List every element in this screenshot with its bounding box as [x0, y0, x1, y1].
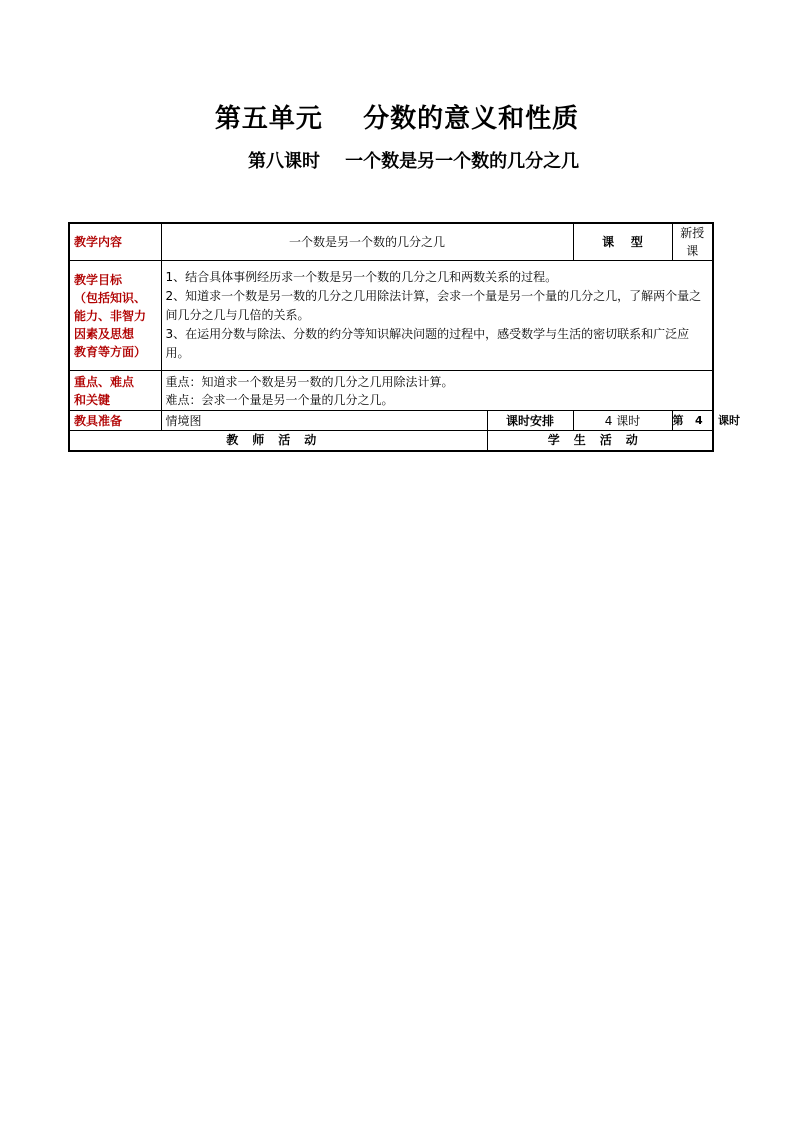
goals-label-line: 因素及思想 [74, 326, 135, 341]
goal-item: 1、结合具体事例经历求一个数是另一个数的几分之几和两数关系的过程。 [165, 270, 558, 284]
lesson-number: 第 4 课时 [672, 411, 713, 431]
student-activity-header: 学生活动 [487, 431, 713, 451]
aids-row [69, 411, 713, 431]
schedule-label: 课时安排 [487, 411, 573, 431]
key-label [69, 371, 161, 411]
goals-label [69, 261, 161, 371]
goal-item: 3、在运用分数与除法、分数的约分等知识解决问题的过程中，感受数学与生活的密切联系和广泛应用。 [165, 327, 690, 360]
content-row [69, 223, 713, 261]
key-text [161, 371, 713, 411]
teacher-activity-header: 教师活动 [69, 431, 487, 451]
key-row [69, 371, 713, 411]
key-label-line: 重点、难点 [74, 374, 135, 389]
aids-label: 教具准备 [69, 411, 161, 431]
activity-header-row [69, 431, 713, 451]
content-label: 教学内容 [69, 223, 161, 261]
goals-label-line: 教育等方面） [74, 344, 147, 359]
lesson-plan-table [68, 222, 740, 452]
schedule-value: 4 课时 [573, 411, 672, 431]
unit-title: 第五单元 分数的意义和性质 [214, 104, 580, 134]
goals-text [161, 261, 713, 371]
key-label-line: 和关键 [74, 392, 111, 407]
type-value: 新授课 [672, 223, 713, 261]
key-point: 重点：知道求一个数是另一数的几分之几用除法计算。 [165, 374, 454, 389]
goal-item: 2、知道求一个数是另一数的几分之几用除法计算，会求一个量是另一个量的几分之几，了解两个量之间几分之几与几倍的关系。 [165, 289, 702, 322]
type-label: 课 型 [573, 223, 672, 261]
content-value: 一个数是另一个数的几分之几 [161, 223, 573, 261]
goals-label-line: （包括知识、 [74, 290, 147, 305]
goals-label-line: 能力、非智力 [74, 308, 147, 323]
lesson-subtitle: 第八课时 一个数是另一个数的几分之几 [248, 151, 580, 172]
key-point: 难点：会求一个量是另一个量的几分之几。 [165, 392, 394, 407]
goals-row [69, 261, 713, 371]
aids-value: 情境图 [161, 411, 487, 431]
goals-label-line: 教学目标 [74, 272, 123, 287]
